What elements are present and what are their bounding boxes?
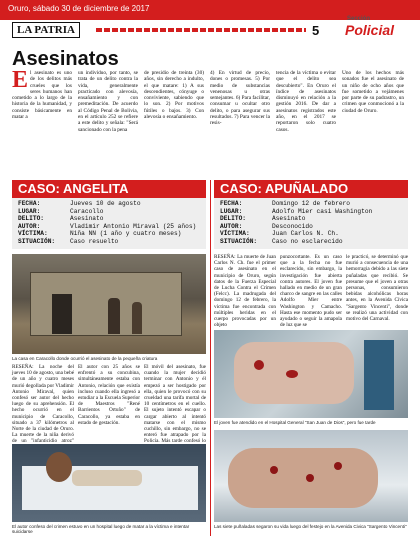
case-column-3: le practicó, se determinó que murió a consecuencia de una hemorragia debido a las siete puñaladas que recibió. Se presume que el joven a otras personas, consumieron bebidas alcohólicas horas antes, en la Avenida Cívica "Sargento Vincenti", donde se realizó una actividad con motivo del Carnaval. bbox=[346, 254, 408, 323]
case-column-1: RESEÑA: La muerte de Juan Carlos N. Ch. fue el primer caso de asesinato en el municipio de Oruro, según datos de la Fuerza Especial de Lucha Contra el Crimen (Felcc). La madrugada del domingo 12 de febrero, la víctima fue encontrada con múltiples heridas en el cuerpo provocadas por un objeto bbox=[214, 254, 276, 329]
wound-mark bbox=[334, 462, 342, 470]
fact-key: DELITO: bbox=[18, 215, 44, 223]
fact-key: FECHA: bbox=[18, 200, 41, 207]
fact-key: DELITO: bbox=[220, 215, 246, 223]
case-column-2: El autor con 25 años se enfrentó a su concubina, simultáneamente estaba con Antonio, relación que existía incluso cuando ella ingresó a estudiar a la Escuela Superior de Maestros "René Barrientos Ortuño" de Caracollo, ya estaba en estado de gestación. bbox=[78, 364, 140, 426]
person-silhouette bbox=[108, 298, 120, 334]
fact-key: AUTOR: bbox=[18, 222, 41, 230]
case-title: CASO: APUÑALADO bbox=[214, 180, 408, 198]
page-header bbox=[0, 0, 420, 44]
fact-value: Jueves 10 de agosto bbox=[70, 200, 141, 207]
fact-row bbox=[18, 238, 202, 246]
fact-value: Niña NN (1 año y cuatro meses) bbox=[70, 230, 182, 238]
intro-col-2: un individuo, por tanto, se trata de un delito contra la vida, generalmente practicado con alevosía, ensañamiento y con premeditación. De acuerdo al Código Penal de Bolivia, en el artículo 252 se refiere a este delito y señala: "Será sancionado con la pena bbox=[78, 70, 138, 133]
masthead-stripe bbox=[96, 28, 306, 32]
date-line: Oruro, sábado 30 de diciembre de 2017 bbox=[8, 4, 150, 13]
medical-staff-shape bbox=[364, 340, 394, 410]
crime-scene-photo bbox=[12, 254, 206, 354]
fact-row bbox=[220, 200, 404, 208]
fact-row bbox=[220, 238, 404, 246]
intro-col-5: tencia de la víctima o evitar que el delito sea descubierto". En Oruro el índice de asesinatos disminuyó en relación a la gestión 2016. De dar a asesinatos registrados este año, en el 2017 se reportaron solo cuatro casos. bbox=[276, 70, 336, 133]
page-number: 5 bbox=[312, 23, 320, 38]
case-facts bbox=[12, 198, 206, 249]
fact-value: Asesinato bbox=[272, 215, 306, 223]
fact-value: Asesinato bbox=[70, 215, 104, 223]
photo-caption: El autor confeso del crimen estuvo en un hospital luego de matar a la víctima e intentar suicidarse bbox=[12, 524, 190, 535]
wound-mark bbox=[270, 466, 278, 474]
case-title: CASO: ANGELITA bbox=[12, 180, 206, 198]
masthead: LA PATRIA bbox=[12, 22, 80, 38]
hospital-photo bbox=[214, 330, 408, 418]
fact-value: Caso no esclarecido bbox=[272, 237, 343, 245]
fact-value: Domingo 12 de febrero bbox=[272, 200, 350, 207]
photo-caption: La casa en Caracollo donde ocurrió el asesinato de la pequeña criatura bbox=[12, 356, 158, 361]
fact-row bbox=[220, 223, 404, 231]
fact-value: Adolfo Mier casi Washington bbox=[272, 207, 373, 215]
column-divider bbox=[210, 180, 211, 536]
case-column-2: punzocortante. Es un caso que a la fecha no fue esclarecido, sin embargo, la investigación fue abierta contra autores. El joven fue hallado en medio de un gran charco de sangre en las calles Adolfo Mier entre Washington y Camacho. Hasta ese momento pudo ser ayudado o seguir la amapola de luz que se bbox=[280, 254, 342, 329]
doorway-shape bbox=[52, 294, 72, 334]
fact-value: Caso resuelto bbox=[70, 237, 119, 245]
fact-row bbox=[18, 230, 202, 238]
fact-value: Caracollo bbox=[70, 207, 104, 215]
wound-mark bbox=[254, 360, 264, 370]
fact-row bbox=[220, 208, 404, 216]
intro-text-1: l asesinato es uno de los delitos más crueles que los seres humanos han cometido a lo largo de la historia de la humanidad, y consiste básicamente en matar a bbox=[12, 70, 72, 121]
fact-key: VÍCTIMA: bbox=[18, 230, 48, 238]
case-apunalado bbox=[214, 180, 408, 536]
photo-caption: Las siete puñaladas segaron su vida luego del festejo en la Avenida Civica "Sargento Vincenti" bbox=[214, 524, 407, 529]
case-column-1: RESEÑA: La noche del jueves 10 de agosto, una bebé de un año y cuatro meses murió degollada por Vladimir Antonio Miraval, quien confesó ser autor del hecho luego de su aprehensión. El hecho ocurrió en el municipio de Caracollo, situado a 37 kilómetros al Norte de la ciudad de Oruro. La muerte de la niña derivó de un "infanticidio atroz" bbox=[12, 364, 74, 445]
dropcap: E bbox=[12, 67, 29, 93]
fact-row bbox=[220, 215, 404, 223]
fact-key: SITUACIÓN: bbox=[220, 237, 258, 245]
fact-key: SITUACIÓN: bbox=[18, 237, 56, 245]
fact-key: AUTOR: bbox=[220, 222, 243, 230]
intro-col-4: 4) En virtud de precio, dones o promesas. 5) Por medio de substancias venenosas u otras semejantes. 6) Para facilitar, consumar u ocultar otro delito, o para asegurar sus resultados. 7) Para vencer la resis- bbox=[210, 70, 270, 127]
brand-label: Policial bbox=[345, 22, 395, 38]
fact-row bbox=[18, 208, 202, 216]
case-angelita bbox=[12, 180, 206, 536]
section-title: Asesinatos bbox=[12, 48, 119, 70]
bandage-shape bbox=[72, 470, 142, 486]
person-silhouette bbox=[132, 302, 142, 334]
wound-mark bbox=[286, 370, 298, 378]
victim-torso-shape bbox=[228, 448, 378, 508]
fact-value: Vladimir Antonio Miraval (25 años) bbox=[70, 222, 197, 230]
fact-row bbox=[18, 200, 202, 208]
section-brand bbox=[345, 16, 395, 38]
fact-row bbox=[220, 230, 404, 238]
intro-col-3: de presidio de treinta (30) años, sin derecho a indulto, el que matare: 1) A sus descendientes, cónyuge o conviviente, sabiendo que lo son. 2) Por motivos fútiles o bajos. 3) Con alevosía o ensañamiento. bbox=[144, 70, 204, 121]
fact-key: LUGAR: bbox=[18, 207, 41, 215]
fact-value: Juan Carlos N. Ch. bbox=[272, 230, 339, 238]
wound-mark bbox=[306, 474, 314, 482]
fact-key: LUGAR: bbox=[220, 207, 243, 215]
intro-col-6: Uno de los hechos más sonados fue el asesinato de un niño de ocho años que fue sometido a vejámenes por parte de su padrastro, un crimen que conmocionó a la ciudad de Oruro. bbox=[342, 70, 404, 114]
case-facts bbox=[214, 198, 408, 249]
photo-caption: El joven fue atendido en el Hospital General "San Juan de Dios", pero fue tarde bbox=[214, 420, 376, 425]
brand-small: Sección bbox=[347, 16, 371, 22]
fact-key: FECHA: bbox=[220, 200, 243, 207]
intro-col-1 bbox=[12, 67, 72, 121]
victim-photo bbox=[214, 430, 408, 522]
fact-row bbox=[18, 223, 202, 231]
fact-key: VÍCTIMA: bbox=[220, 230, 250, 238]
case-column-3: El móvil del asesinato, fue cuando la mujer decidió terminar con Antonio y él empezó a ser hostigado por ella, quien le provocó con su crueldad una tarifa mortal de 10 centímetros en el cuello. El sujeto intentó escapar o cargar abierto al intentó matarse con el mismo cuchillo, sin embargo, no se enteró fue atrapado por la Policía. Más tarde confesó lo bbox=[144, 364, 206, 445]
suspect-photo bbox=[12, 444, 206, 522]
fact-row bbox=[18, 215, 202, 223]
person-head-shape bbox=[46, 452, 72, 482]
fact-value: Desconocido bbox=[272, 222, 313, 230]
intro-article bbox=[12, 67, 404, 170]
